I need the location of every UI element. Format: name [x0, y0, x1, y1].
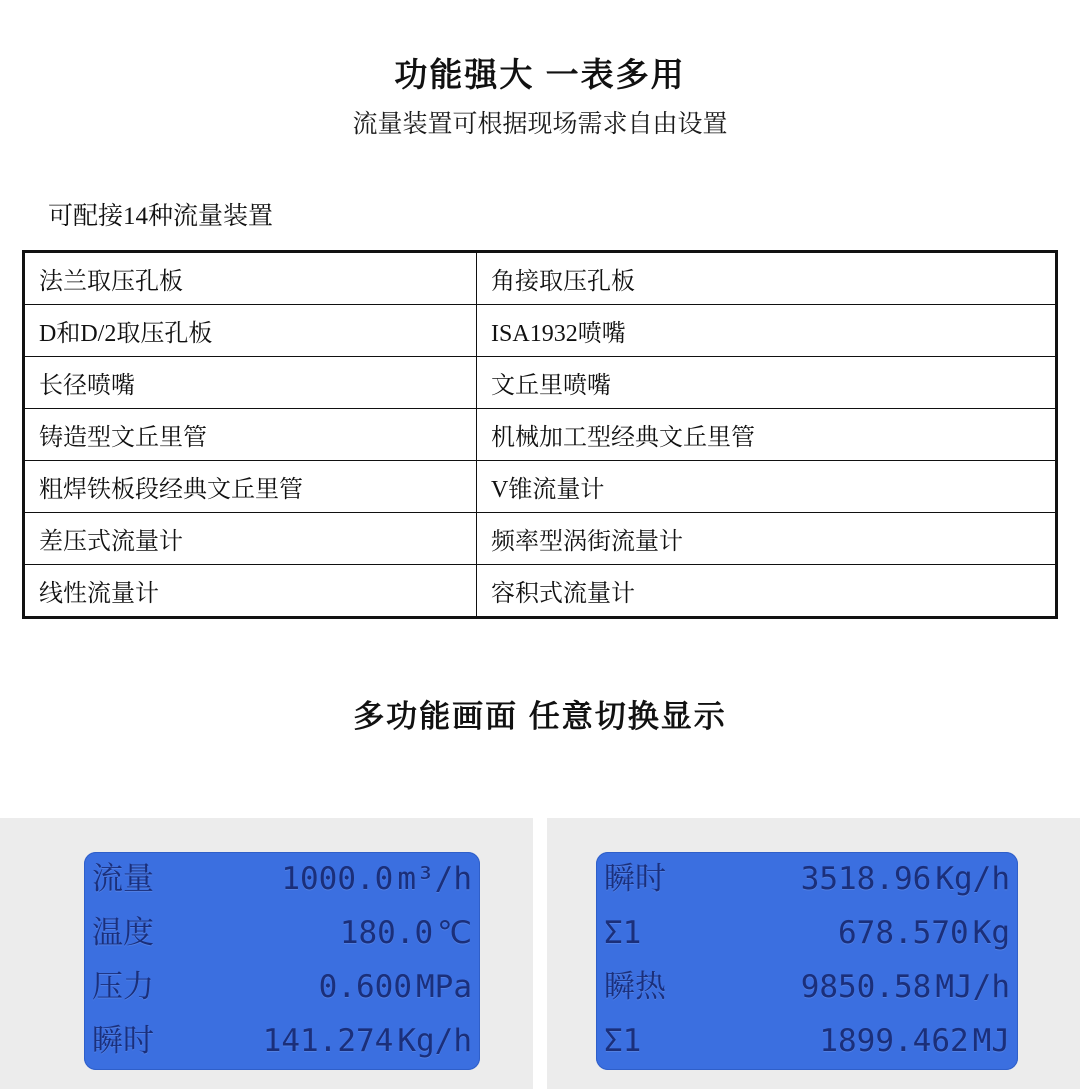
- lcd-unit: Kg/h: [935, 861, 1010, 897]
- table-row: [25, 564, 1056, 616]
- lcd-unit: m³/h: [397, 861, 472, 897]
- display-panel-right: [547, 818, 1080, 1089]
- table-cell: 角接取压孔板: [477, 252, 1056, 304]
- table-cell: 差压式流量计: [25, 512, 477, 564]
- table-cell: 粗焊铁板段经典文丘里管: [25, 460, 477, 512]
- table-cell: 铸造型文丘里管: [25, 408, 477, 460]
- lcd-line: [596, 960, 1018, 1014]
- lcd-label: Σ1: [604, 1023, 642, 1059]
- section-title-displays: 多功能画面 任意切换显示: [353, 698, 727, 734]
- device-table: [24, 252, 1056, 617]
- lcd-label: 流量: [92, 861, 154, 897]
- lcd-label: Σ1: [604, 915, 642, 951]
- table-cell: 文丘里喷嘴: [477, 356, 1056, 408]
- lcd-value: 1899.462: [819, 1023, 969, 1059]
- lcd-value: 678.570: [838, 915, 969, 951]
- lcd-unit: ℃: [437, 915, 472, 951]
- table-row: [25, 252, 1056, 304]
- table-cell: 法兰取压孔板: [25, 252, 477, 304]
- lcd-label: 瞬时: [604, 861, 666, 897]
- table-row: [25, 460, 1056, 512]
- lcd-label: 瞬时: [92, 1023, 154, 1059]
- lcd-unit: Kg/h: [397, 1023, 472, 1059]
- lcd-value: 9850.58: [800, 969, 932, 1005]
- table-row: [25, 356, 1056, 408]
- lcd-screen-right: [596, 852, 1018, 1070]
- section-label: 可配接14种流量装置: [48, 202, 274, 230]
- lcd-unit: MPa: [416, 969, 472, 1005]
- lcd-label: 压力: [92, 969, 154, 1005]
- lcd-unit: Kg: [972, 915, 1010, 951]
- table-cell: D和D/2取压孔板: [25, 304, 477, 356]
- lcd-line: [596, 906, 1018, 960]
- lcd-value: 141.274: [262, 1023, 394, 1059]
- lcd-line: [84, 1014, 480, 1068]
- lcd-line: [84, 906, 480, 960]
- table-cell: V锥流量计: [477, 460, 1056, 512]
- lcd-value: 180.0: [339, 915, 434, 951]
- device-table-container: [22, 250, 1058, 619]
- table-cell: 线性流量计: [25, 564, 477, 616]
- lcd-value: 0.600: [318, 969, 412, 1005]
- table-cell: 机械加工型经典文丘里管: [477, 408, 1056, 460]
- table-row: [25, 304, 1056, 356]
- lcd-unit: MJ: [972, 1023, 1010, 1059]
- lcd-line: [596, 852, 1018, 906]
- lcd-label: 温度: [92, 915, 154, 951]
- lcd-label: 瞬热: [604, 969, 666, 1005]
- display-gallery: [0, 818, 1080, 1089]
- lcd-unit: MJ/h: [935, 969, 1010, 1005]
- table-cell: ISA1932喷嘴: [477, 304, 1056, 356]
- lcd-value: 1000.0: [281, 861, 394, 897]
- lcd-line: [84, 960, 480, 1014]
- table-row: [25, 408, 1056, 460]
- lcd-value: 3518.96: [800, 861, 932, 897]
- lcd-screen-left: [84, 852, 480, 1070]
- table-row: [25, 512, 1056, 564]
- table-cell: 频率型涡街流量计: [477, 512, 1056, 564]
- display-panel-left: [0, 818, 533, 1089]
- table-cell: 容积式流量计: [477, 564, 1056, 616]
- table-cell: 长径喷嘴: [25, 356, 477, 408]
- page-title: 功能强大 一表多用: [394, 56, 686, 93]
- lcd-line: [596, 1014, 1018, 1068]
- lcd-line: [84, 852, 480, 906]
- page-subtitle: 流量装置可根据现场需求自由设置: [352, 109, 728, 138]
